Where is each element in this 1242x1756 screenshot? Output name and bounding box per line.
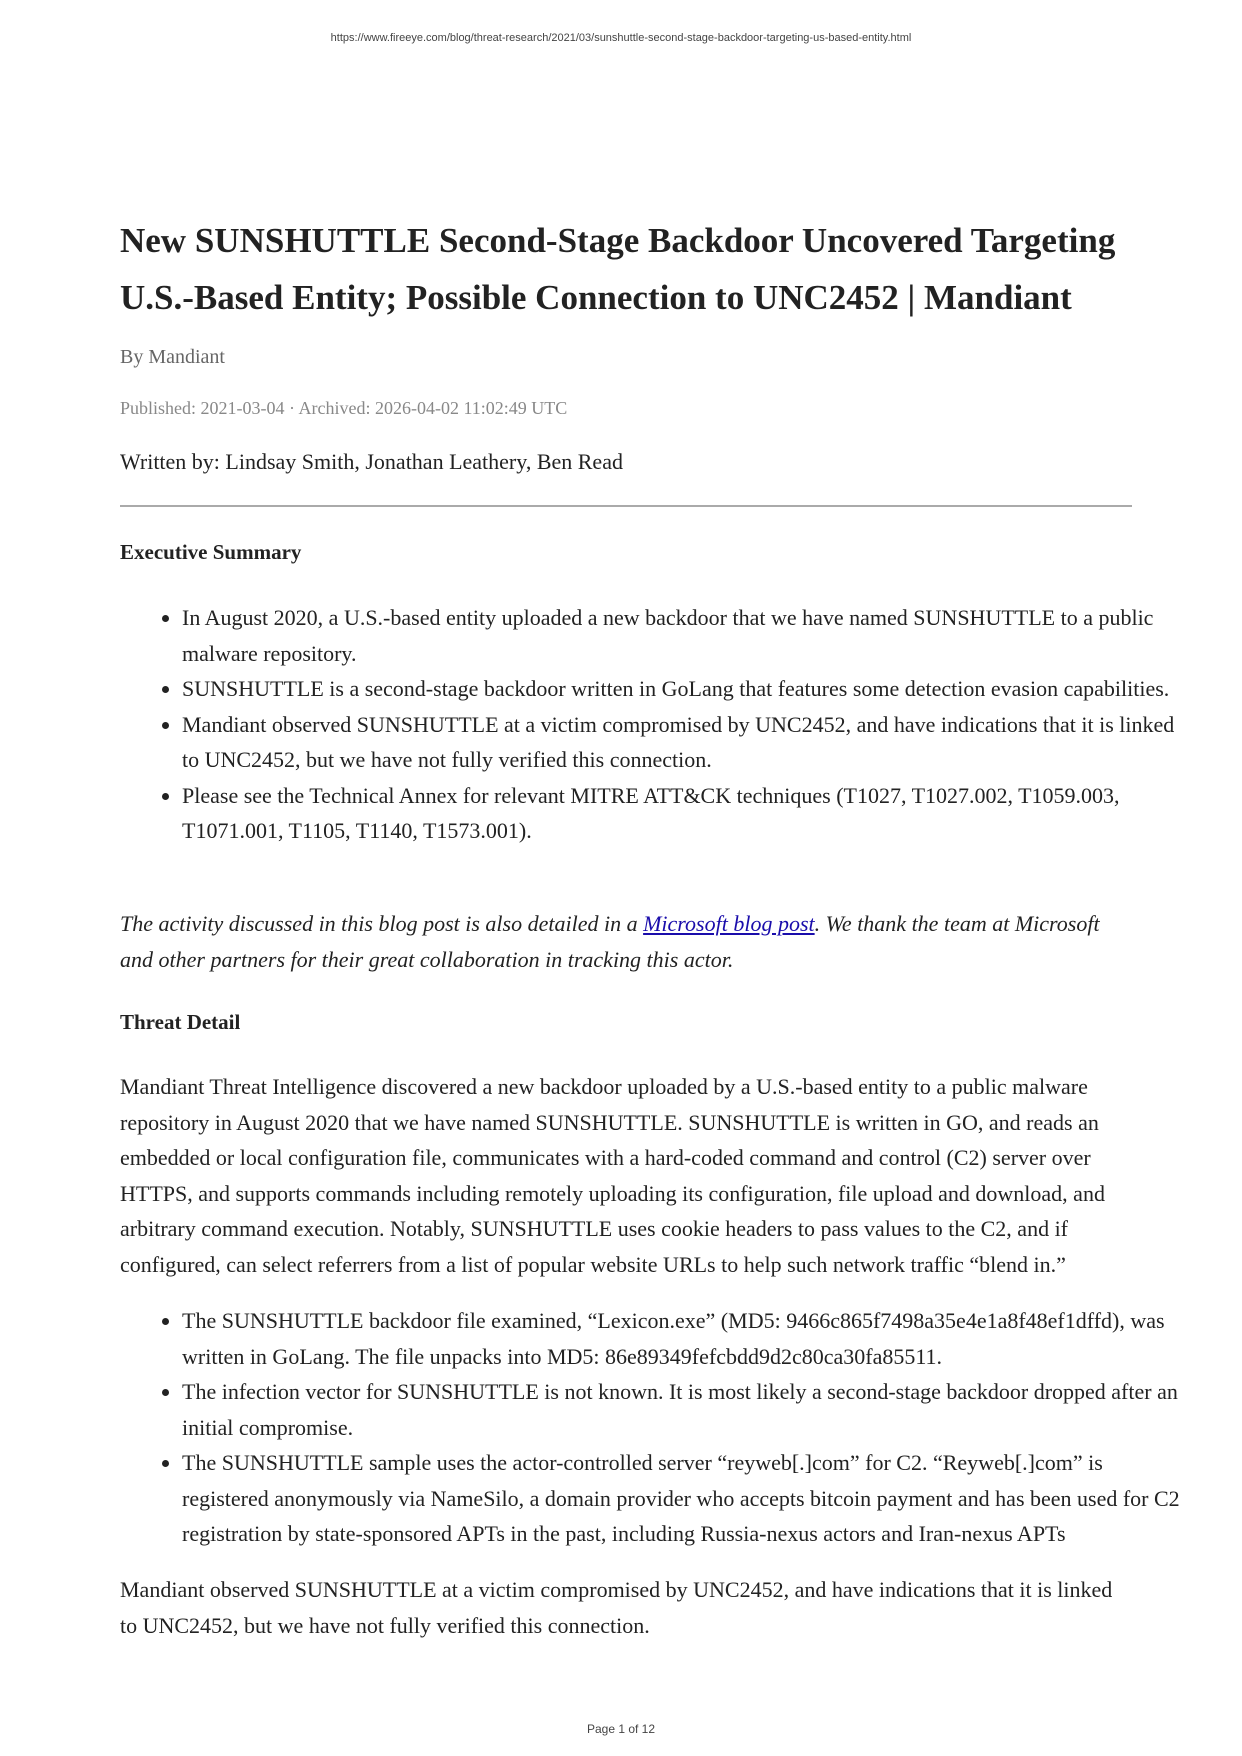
- microsoft-note: [120, 906, 1132, 977]
- section-heading-executive-summary: Executive Summary: [120, 540, 302, 564]
- microsoft-blog-link[interactable]: Microsoft blog post: [643, 911, 815, 936]
- list-item: • Please see the Technical Annex for relevant MITRE ATT&CK techniques (T1027, T1027.002, T1059.003, T1071.001, T1105, T1140, T1573.001).: [182, 778, 1194, 849]
- divider: [120, 505, 1132, 507]
- note-text: . We thank the team at Microsoft and other partners for their great collaboration in tracking this actor.: [120, 911, 1100, 972]
- list-item: • The SUNSHUTTLE sample uses the actor-controlled server “reyweb[.]com” for C2. “Reyweb[.]com” is registered anonymously via NameSilo, a domain provider who accepts bitcoin payment and has been used for C2 registration by state-sponsored APTs in the past, including Russia-nexus actors and Iran-nexus APTs: [182, 1445, 1194, 1552]
- page-url-header: https://www.fireeye.com/blog/threat-research/2021/03/sunshuttle-second-stage-backdoor-targeting-us-based-entity.html: [330, 32, 912, 44]
- published-date: Published: 2021-03-04 · Archived: 2026-04-02 11:02:49 UTC: [120, 398, 568, 418]
- section-heading-threat-detail: Threat Detail: [120, 1010, 241, 1034]
- threat-detail-list: [120, 1303, 1194, 1552]
- article-title: New SUNSHUTTLE Second-Stage Backdoor Uncovered Targeting U.S.-Based Entity; Possible Connection to UNC2452 | Mandiant: [120, 221, 1116, 317]
- list-item: • SUNSHUTTLE is a second-stage backdoor written in GoLang that features some detection evasion capabilities.: [182, 671, 1194, 707]
- list-item: • Mandiant observed SUNSHUTTLE at a victim compromised by UNC2452, and have indications that it is linked to UNC2452, but we have not fully verified this connection.: [182, 707, 1194, 778]
- list-item: • The infection vector for SUNSHUTTLE is not known. It is most likely a second-stage backdoor dropped after an initial compromise.: [182, 1374, 1194, 1445]
- threat-detail-paragraph: Mandiant observed SUNSHUTTLE at a victim compromised by UNC2452, and have indications that it is linked to UNC2452, but we have not fully verified this connection.: [120, 1577, 1113, 1638]
- list-item: • The SUNSHUTTLE backdoor file examined, “Lexicon.exe” (MD5: 9466c865f7498a35e4e1a8f48ef1dffd), was written in GoLang. The file unpacks into MD5: 86e89349fefcbdd9d2c80ca30fa85511.: [182, 1303, 1194, 1374]
- byline: By Mandiant: [120, 346, 225, 368]
- executive-summary-list: [120, 600, 1194, 849]
- list-item: • In August 2020, a U.S.-based entity uploaded a new backdoor that we have named SUNSHUTTLE to a public malware repository.: [182, 600, 1194, 671]
- page-number: Page 1 of 12: [586, 1722, 656, 1736]
- authors: Written by: Lindsay Smith, Jonathan Leathery, Ben Read: [120, 449, 623, 474]
- threat-detail-paragraph: Mandiant Threat Intelligence discovered a new backdoor uploaded by a U.S.-based entity to a public malware repository in August 2020 that we have named SUNSHUTTLE. SUNSHUTTLE is written in GO, and reads an embedded or local configuration file, communicates with a hard-coded command and control (C2) server over HTTPS, and supports commands including remotely uploading its configuration, file upload and download, and arbitrary command execution. Notably, SUNSHUTTLE uses cookie headers to pass values to the C2, and if configured, can select referrers from a list of popular website URLs to help such network traffic “blend in.”: [120, 1074, 1105, 1277]
- note-text: The activity discussed in this blog post is also detailed in a: [120, 911, 644, 936]
